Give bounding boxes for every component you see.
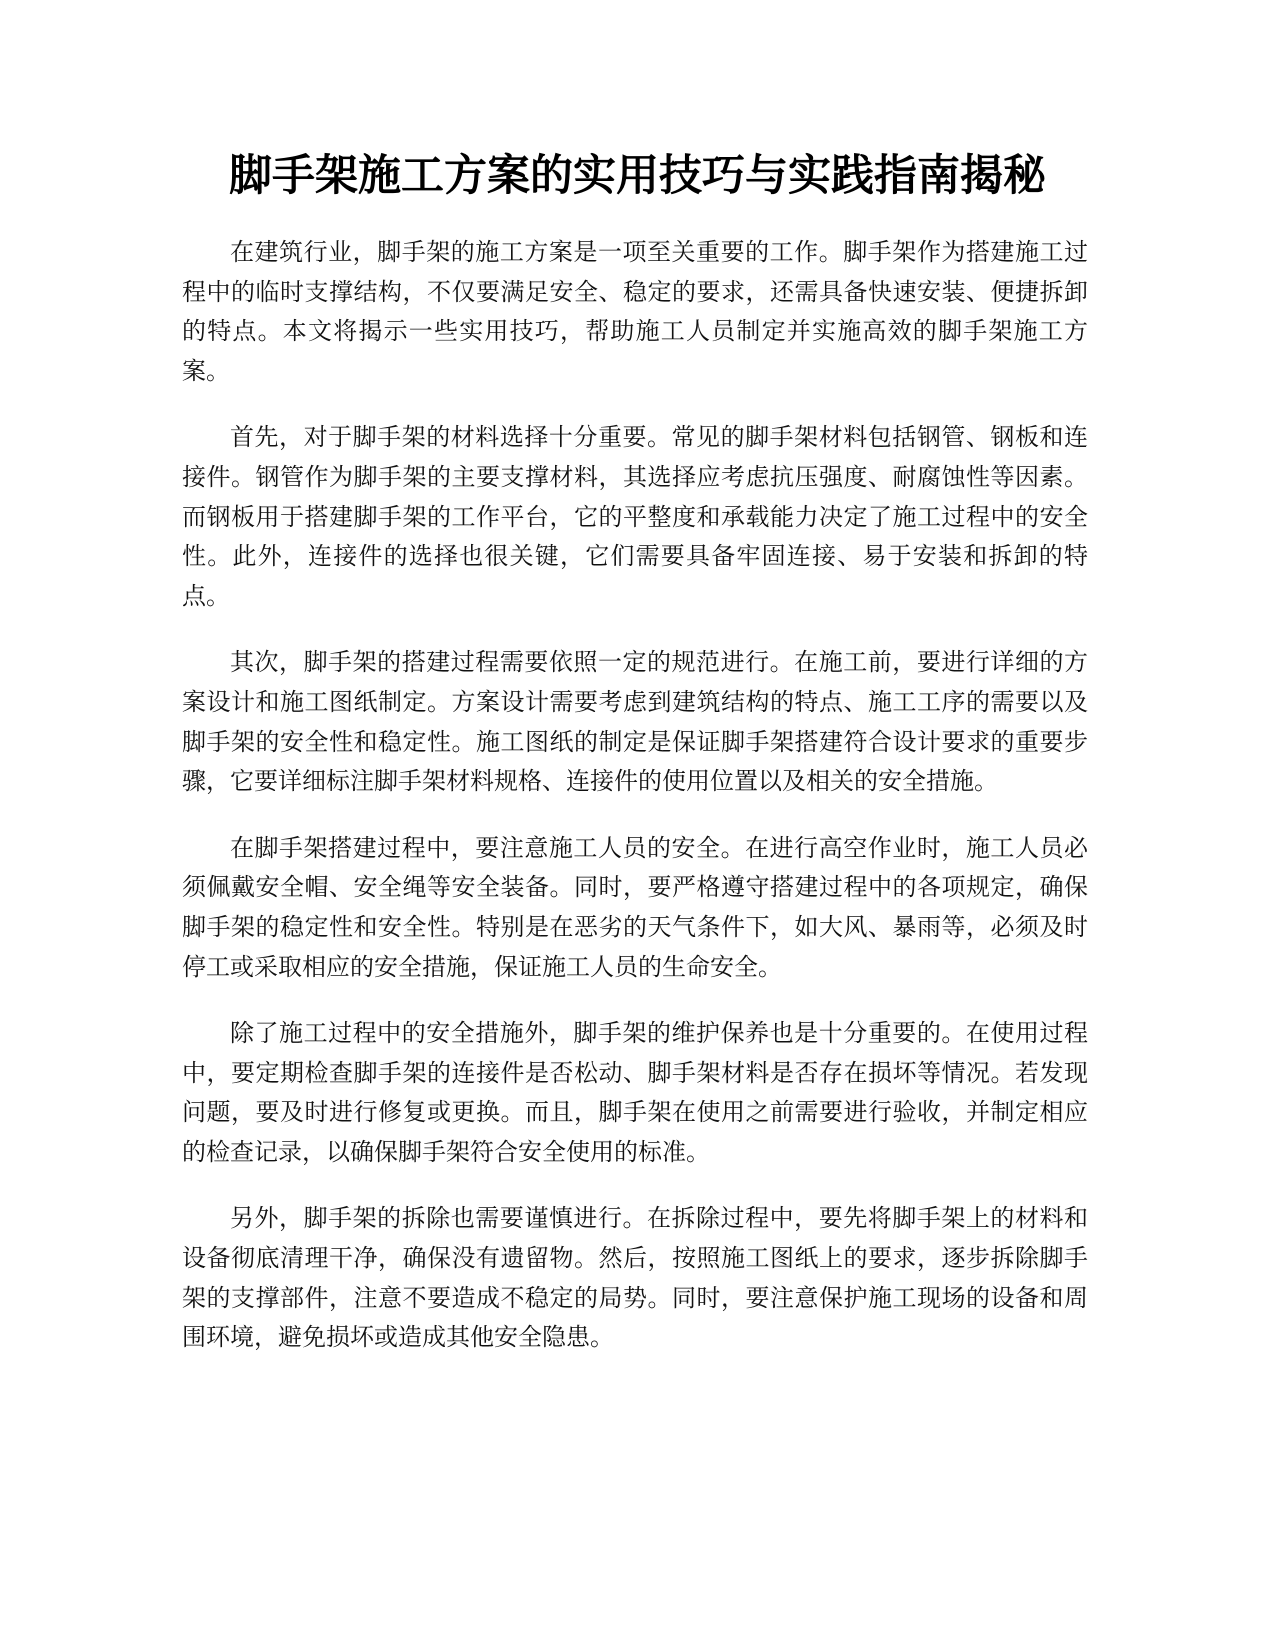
paragraph-worker-safety: 在脚手架搭建过程中，要注意施工人员的安全。在进行高空作业时，施工人员必须佩戴安全帽、安全绳等安全装备。同时，要严格遵守搭建过程中的各项规定，确保脚手架的稳定性和安全性。特别是在恶劣的天气条件下，如大风、暴雨等，必须及时停工或采取相应的安全措施，保证施工人员的生命安全。 (182, 833, 1088, 981)
document-body (182, 233, 1088, 1385)
paragraph-maintenance: 除了施工过程中的安全措施外，脚手架的维护保养也是十分重要的。在使用过程中，要定期检查脚手架的连接件是否松动、脚手架材料是否存在损坏等情况。若发现问题，要及时进行修复或更换。而且，脚手架在使用之前需要进行验收，并制定相应的检查记录，以确保脚手架符合安全使用的标准。 (182, 1019, 1088, 1166)
paragraph-dismantling: 另外，脚手架的拆除也需要谨慎进行。在拆除过程中，要先将脚手架上的材料和设备彻底清理干净，确保没有遗留物。然后，按照施工图纸上的要求，逐步拆除脚手架的支撑部件，注意不要造成不稳定的局势。同时，要注意保护施工现场的设备和周围环境，避免损坏或造成其他安全隐患。 (182, 1204, 1088, 1352)
paragraph-specifications: 其次，脚手架的搭建过程需要依照一定的规范进行。在施工前，要进行详细的方案设计和施工图纸制定。方案设计需要考虑到建筑结构的特点、施工工序的需要以及脚手架的安全性和稳定性。施工图纸的制定是保证脚手架搭建符合设计要求的重要步骤，它要详细标注脚手架材料规格、连接件的使用位置以及相关的安全措施。 (182, 648, 1088, 796)
paragraph-intro: 在建筑行业，脚手架的施工方案是一项至关重要的工作。脚手架作为搭建施工过程中的临时支撑结构，不仅要满足安全、稳定的要求，还需具备快速安装、便捷拆卸的特点。本文将揭示一些实用技巧，帮助施工人员制定并实施高效的脚手架施工方案。 (182, 238, 1088, 385)
paragraph-materials: 首先，对于脚手架的材料选择十分重要。常见的脚手架材料包括钢管、钢板和连接件。钢管作为脚手架的主要支撑材料，其选择应考虑抗压强度、耐腐蚀性等因素。而钢板用于搭建脚手架的工作平台，它的平整度和承载能力决定了施工过程中的安全性。此外，连接件的选择也很关键，它们需要具备牢固连接、易于安装和拆卸的特点。 (182, 423, 1088, 610)
document-title: 脚手架施工方案的实用技巧与实践指南揭秘 (229, 151, 1046, 201)
